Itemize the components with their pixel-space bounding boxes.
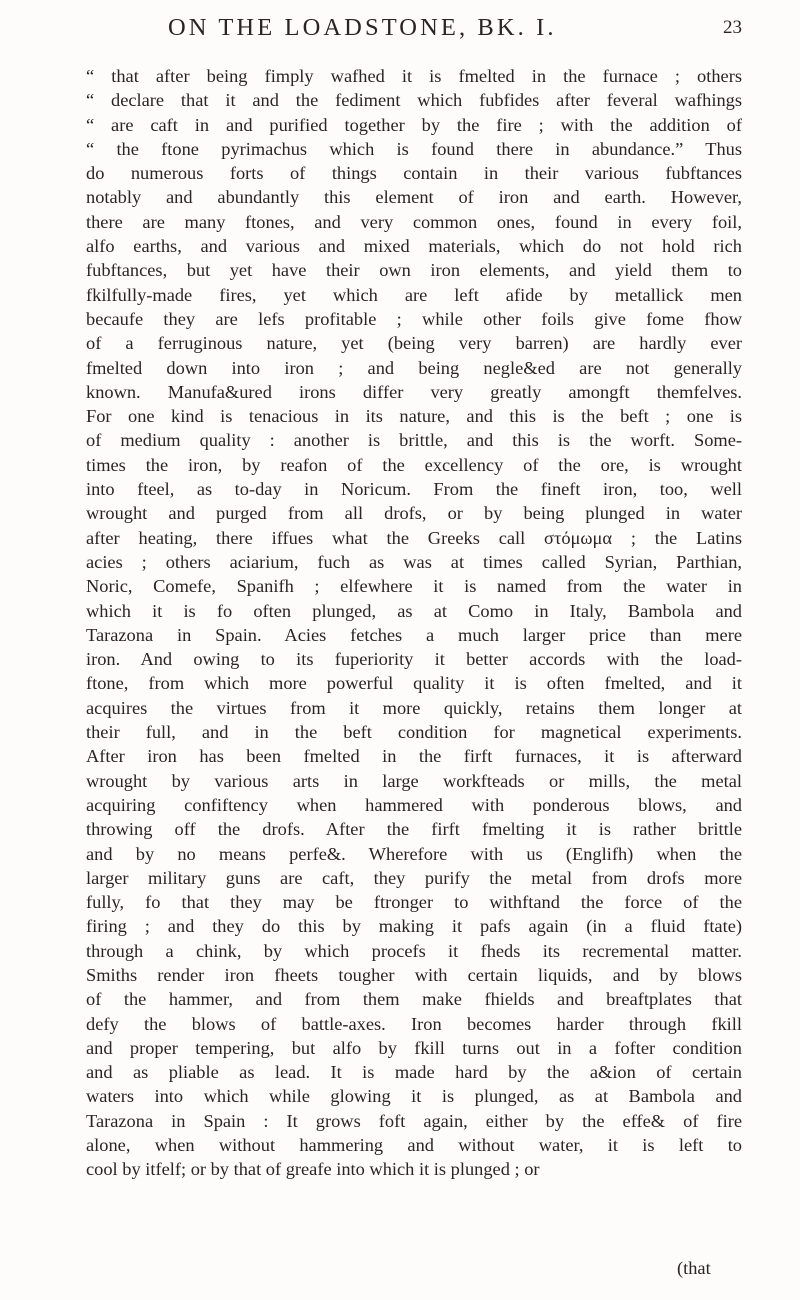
text-line: which it is fo often plunged, as at Como in Italy, Bambola and	[86, 600, 742, 621]
text-line: of the hammer, and from them make fhields and breaftplates that	[86, 989, 742, 1010]
text-line: there are many ftones, and very common ones, found in every foil,	[86, 211, 742, 232]
text-line: their full, and in the beft condition for magnetical experiments.	[86, 722, 742, 743]
text-line: iron. And owing to its fuperiority it better accords with the load-	[86, 649, 742, 670]
text-line: Noric, Comefe, Spanifh ; elfewhere it is named from the water in	[86, 576, 742, 597]
running-head	[0, 14, 800, 54]
text-line: cool by itfelf; or by that of greafe into which it is plunged ; or	[86, 1159, 540, 1180]
text-line: waters into which while glowing it is plunged, as at Bambola and	[86, 1086, 742, 1107]
text-line: “ are caft in and purified together by the fire ; with the addition of	[86, 114, 742, 135]
text-line: times the iron, by reafon of the excellency of the ore, is wrought	[86, 454, 742, 475]
running-title: ON THE LOADSTONE, BK. I.	[168, 14, 557, 41]
text-line: after heating, there iffues what the Greeks call στόμωμα ; the Latins	[86, 527, 742, 548]
text-line: wrought by various arts in large workfteads or mills, the metal	[86, 770, 742, 791]
text-line: defy the blows of battle-axes. Iron becomes harder through fkill	[86, 1013, 742, 1034]
text-line: “ declare that it and the fediment which fubfides after feveral wafhings	[86, 90, 742, 111]
text-line: alone, when without hammering and without water, it is left to	[86, 1135, 742, 1156]
text-line: fubftances, but yet have their own iron elements, and yield them to	[86, 260, 742, 281]
text-line: After iron has been fmelted in the firft furnaces, it is afterward	[86, 746, 742, 767]
text-line: of medium quality : another is brittle, and this is the worft. Some-	[86, 430, 742, 451]
catchword: (that	[677, 1258, 711, 1278]
text-line: and by no means perfe&. Wherefore with us (Englifh) when the	[86, 843, 742, 864]
text-line: becaufe they are lefs profitable ; while other foils give fome fhow	[86, 308, 742, 329]
text-line: do numerous forts of things contain in their various fubftances	[86, 163, 742, 184]
text-line: and as pliable as lead. It is made hard by the a&ion of certain	[86, 1062, 742, 1083]
text-line: “ that after being fimply wafhed it is fmelted in the furnace ; others	[86, 66, 742, 86]
text-line: and proper tempering, but alfo by fkill turns out in a fofter condition	[86, 1037, 742, 1058]
text-line: “ the ftone pyrimachus which is found there in abundance.” Thus	[86, 138, 742, 159]
text-line: known. Manufa&ured irons differ very greatly amongft themfelves.	[86, 381, 742, 402]
text-line: firing ; and they do this by making it pafs again (in a fluid ftate)	[86, 916, 742, 937]
text-line: fkilfully-made fires, yet which are left afide by metallick men	[86, 284, 742, 305]
text-line: notably and abundantly this element of iron and earth. However,	[86, 187, 742, 208]
text-line: For one kind is tenacious in its nature, and this is the beft ; one is	[86, 406, 742, 427]
text-line: of a ferruginous nature, yet (being very barren) are hardly ever	[86, 333, 742, 354]
text-line: throwing off the drofs. After the firft fmelting it is rather brittle	[86, 819, 742, 840]
body-text	[86, 64, 742, 1182]
text-line: alfo earths, and various and mixed materials, which do not hold rich	[86, 236, 742, 257]
text-line: into fteel, as to-day in Noricum. From the fineft iron, too, well	[86, 479, 742, 500]
text-line: Tarazona in Spain. Acies fetches a much larger price than mere	[86, 624, 742, 645]
text-line: larger military guns are caft, they purify the metal from drofs more	[86, 867, 742, 888]
text-line: acquires the virtues from it more quickly, retains them longer at	[86, 697, 742, 718]
text-line: acies ; others aciarium, fuch as was at times called Syrian, Parthian,	[86, 551, 742, 572]
text-line: fully, fo that they may be ftronger to withftand the force of the	[86, 892, 742, 913]
text-line: wrought and purged from all drofs, or by being plunged in water	[86, 503, 742, 524]
text-line: ftone, from which more powerful quality it is often fmelted, and it	[86, 673, 742, 694]
text-line: through a chink, by which procefs it fheds its recremental matter.	[86, 940, 742, 961]
text-line: Smiths render iron fheets tougher with certain liquids, and by blows	[86, 964, 742, 985]
page-number: 23	[723, 17, 742, 38]
text-line: acquiring confiftency when hammered with ponderous blows, and	[86, 794, 742, 815]
text-line: fmelted down into iron ; and being negle&ed are not generally	[86, 357, 742, 378]
text-line: Tarazona in Spain : It grows foft again, either by the effe& of fire	[86, 1110, 742, 1131]
